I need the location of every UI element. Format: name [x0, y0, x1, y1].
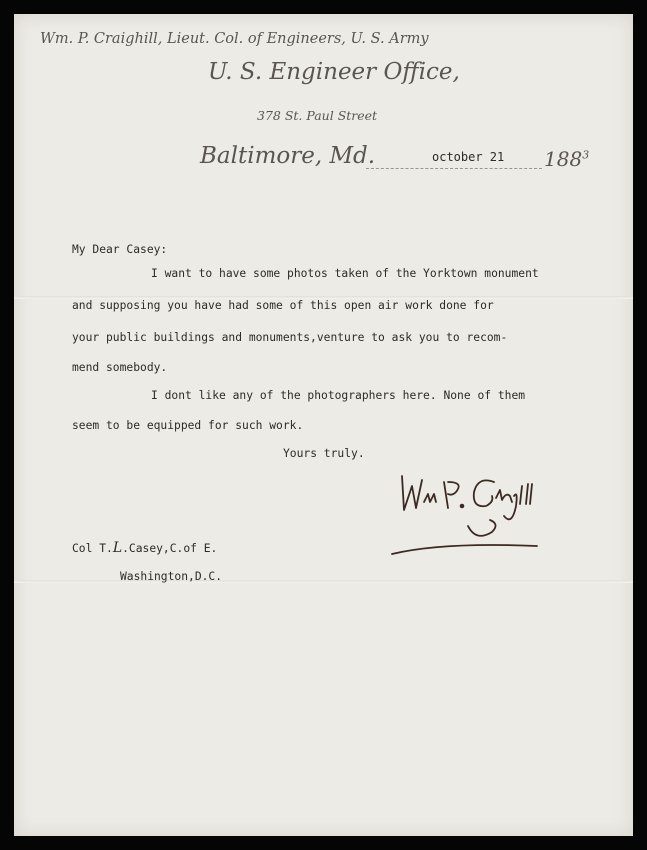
- body-line: I dont like any of the photographers here. None of them: [151, 389, 526, 402]
- closing: Yours truly.: [283, 447, 365, 460]
- fold-crease-lower: [14, 580, 633, 583]
- date-year: [544, 147, 589, 171]
- body-line: seem to be equipped for such work.: [72, 419, 304, 432]
- signature-text: Wm. P. Craighill: [372, 462, 382, 463]
- date-typed: october 21: [432, 150, 505, 164]
- salutation: My Dear Casey:: [72, 243, 168, 256]
- date-year-suffix: 3: [582, 148, 590, 162]
- letter-sheet: [14, 14, 633, 836]
- body-line: your public buildings and monuments,venture to ask you to recom-: [72, 331, 508, 344]
- recipient-prefix: Col T.: [72, 542, 113, 555]
- letterhead-street: 378 St. Paul Street: [257, 108, 378, 123]
- date-year-prefix: 188: [544, 147, 583, 171]
- date-rule: [366, 168, 542, 169]
- recipient-suffix: .Casey,C.of E.: [122, 542, 218, 555]
- signature-image: [372, 462, 552, 562]
- letterhead-office: U. S. Engineer Office,: [208, 59, 460, 85]
- recipient-line-1: [72, 540, 217, 556]
- recipient-line-2: Washington,D.C.: [120, 570, 223, 583]
- letterhead-city: Baltimore, Md.: [200, 143, 376, 169]
- body-line: mend somebody.: [72, 361, 168, 374]
- body-line: and supposing you have had some of this open air work done for: [72, 299, 494, 312]
- recipient-handwritten-initial: L: [112, 540, 123, 556]
- letterhead-sender: Wm. P. Craighill, Lieut. Col. of Engineers, U. S. Army: [40, 31, 429, 47]
- body-line: I want to have some photos taken of the Yorktown monument: [151, 267, 539, 280]
